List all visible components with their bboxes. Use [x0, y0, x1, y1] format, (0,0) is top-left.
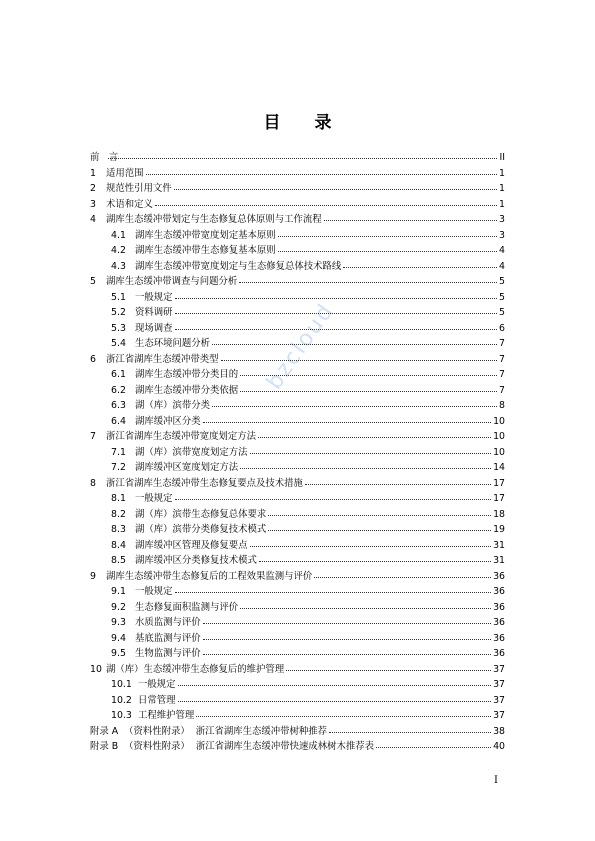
toc-leader-dots	[343, 259, 497, 269]
toc-entry-number: 4.3	[111, 260, 126, 272]
toc-entry-label: 生态修复面积监测与评价	[135, 601, 239, 613]
toc-leader-dots	[203, 414, 491, 424]
toc-entry[interactable]	[90, 290, 505, 306]
toc-entry-label: 生态环境问题分析	[135, 338, 211, 349]
toc-entry-label: 术语和定义	[106, 198, 153, 210]
toc-entry-number: 10.2	[111, 694, 132, 706]
toc-entry-label: 基底监测与评价	[135, 632, 201, 644]
toc-entry[interactable]	[90, 383, 505, 399]
toc-entry-label: 规范性引用文件	[106, 183, 172, 194]
toc-entry-page: 10	[493, 431, 505, 442]
toc-entry-page: 3	[499, 214, 505, 225]
toc-entry-number: 10.3	[111, 710, 132, 721]
toc-entry-page: 5	[499, 307, 505, 318]
toc-entry-page: 18	[493, 508, 505, 520]
toc-leader-dots	[221, 352, 498, 362]
toc-entry[interactable]	[90, 708, 505, 724]
toc-entry-number: 5.3	[111, 322, 126, 334]
toc-entry-label: 湖库生态缓冲带生态修复基本原则	[135, 245, 276, 256]
toc-leader-dots	[108, 150, 497, 160]
toc-entry[interactable]	[90, 739, 505, 755]
page-title: 目 录	[263, 113, 346, 133]
toc-entry-label: 湖库缓冲区管理及修复要点	[135, 539, 248, 551]
toc-entry[interactable]	[90, 677, 505, 693]
toc-entry-number: 4.1	[111, 229, 126, 241]
toc-entry[interactable]	[90, 150, 505, 166]
toc-entry[interactable]	[90, 336, 505, 352]
toc-entry-label: 浙江省湖库生态缓冲带类型	[106, 353, 219, 365]
toc-entry[interactable]	[90, 429, 505, 445]
toc-entry[interactable]	[90, 305, 505, 321]
toc-entry-page: 38	[493, 725, 505, 737]
toc-leader-dots	[196, 708, 491, 718]
toc-entry-label: 湖库生态缓冲带生态修复后的工程效果监测与评价	[106, 570, 313, 582]
toc-entry-label: 一般规定	[138, 679, 176, 690]
toc-leader-dots	[250, 445, 492, 455]
toc-entry-page: 1	[499, 198, 505, 210]
toc-leader-dots	[178, 693, 492, 703]
toc-entry-number: 8.4	[111, 539, 126, 551]
toc-leader-dots	[175, 305, 498, 315]
toc-entry-page: 1	[499, 167, 505, 179]
toc-entry-page: 8	[499, 400, 505, 411]
toc-entry[interactable]	[90, 491, 505, 507]
toc-leader-dots	[175, 584, 492, 594]
toc-entry-number: 7	[90, 431, 96, 442]
toc-entry-label: 湖库生态缓冲带宽度划定与生态修复总体技术路线	[135, 260, 342, 272]
table-of-contents	[90, 150, 505, 755]
toc-entry-number: 5	[90, 276, 96, 287]
toc-entry[interactable]	[90, 197, 505, 213]
toc-leader-dots	[286, 662, 491, 672]
toc-entry-number: 5.1	[111, 291, 126, 303]
toc-entry[interactable]	[90, 352, 505, 368]
toc-entry-number: 8.5	[111, 555, 126, 566]
toc-leader-dots	[175, 290, 498, 300]
toc-entry-number: 9.4	[111, 632, 126, 644]
toc-entry-number: 8.3	[111, 524, 126, 535]
toc-entry-label: 湖（库）滨带分类修复技术模式	[135, 524, 267, 535]
toc-entry-number: 6.2	[111, 384, 126, 396]
toc-entry-page: 31	[493, 555, 505, 566]
toc-entry-page: 37	[493, 679, 505, 690]
toc-entry-page: 6	[499, 322, 505, 334]
toc-entry[interactable]	[90, 538, 505, 554]
toc-entry-page: 17	[493, 493, 505, 504]
toc-entry[interactable]	[90, 507, 505, 523]
toc-leader-dots	[203, 646, 491, 656]
toc-entry-appendix-tag: （资料性附录）	[124, 741, 190, 752]
toc-entry-number: 5.2	[111, 307, 126, 318]
toc-entry-label: 湖库缓冲区分类修复技术模式	[135, 555, 257, 566]
toc-leader-dots	[174, 181, 497, 191]
toc-leader-dots	[240, 460, 491, 470]
toc-entry-page: 36	[493, 648, 505, 659]
toc-entry[interactable]	[90, 646, 505, 662]
toc-leader-dots	[175, 321, 498, 331]
toc-leader-dots	[178, 677, 492, 687]
toc-leader-dots	[240, 383, 497, 393]
toc-entry-number: 10.1	[111, 679, 132, 690]
toc-entry-page: 37	[493, 694, 505, 706]
toc-entry-number: 前 言	[90, 152, 119, 163]
toc-entry-number: 5.4	[111, 338, 126, 349]
toc-entry-page: 14	[493, 462, 505, 473]
toc-leader-dots	[268, 507, 491, 517]
toc-entry-page: 1	[499, 183, 505, 194]
toc-entry[interactable]	[90, 724, 505, 740]
toc-entry[interactable]	[90, 274, 505, 290]
toc-entry-label: 一般规定	[135, 291, 173, 303]
toc-entry[interactable]	[90, 584, 505, 600]
toc-leader-dots	[259, 553, 491, 563]
toc-entry-page: 37	[493, 663, 505, 675]
toc-entry-page: 36	[493, 586, 505, 597]
watermark: bzcloud	[262, 298, 340, 395]
toc-entry[interactable]	[90, 662, 505, 678]
toc-entry-label: 浙江省湖库生态缓冲带快速成林树木推荐表	[195, 741, 374, 752]
toc-leader-dots	[240, 367, 497, 377]
toc-entry-label: 湖库生态缓冲带调查与问题分析	[106, 276, 238, 287]
toc-entry-label: 湖库生态缓冲带分类目的	[135, 369, 239, 380]
toc-entry-label: 生物监测与评价	[135, 648, 201, 659]
toc-leader-dots	[250, 538, 492, 548]
toc-entry-label: 资料调研	[135, 307, 173, 318]
toc-entry-number: 6.1	[111, 369, 126, 380]
toc-entry-page: 17	[493, 477, 505, 489]
toc-entry-label: 工程维护管理	[138, 710, 195, 721]
toc-entry[interactable]	[90, 615, 505, 631]
toc-entry-number: 8.1	[111, 493, 126, 504]
toc-entry-page: 5	[499, 291, 505, 303]
toc-entry-number: 8	[90, 477, 96, 489]
toc-entry-label: 浙江省湖库生态缓冲带树种推荐	[195, 725, 328, 737]
toc-entry[interactable]	[90, 445, 505, 461]
toc-entry[interactable]	[90, 460, 505, 476]
toc-leader-dots	[314, 569, 491, 579]
toc-entry-label: 湖（库）生态缓冲带生态修复后的维护管理	[106, 663, 285, 675]
toc-entry-number: 4	[90, 214, 96, 225]
toc-entry-page: 37	[493, 710, 505, 721]
toc-entry-page: 4	[499, 245, 505, 256]
toc-leader-dots	[305, 476, 491, 486]
toc-entry-number: 9.2	[111, 601, 126, 613]
toc-leader-dots	[212, 398, 497, 408]
toc-entry[interactable]	[90, 476, 505, 492]
toc-entry-label: 湖库生态缓冲带分类依据	[135, 384, 239, 396]
toc-entry-page: 36	[493, 632, 505, 644]
toc-entry[interactable]	[90, 321, 505, 337]
toc-leader-dots	[146, 166, 498, 176]
toc-entry[interactable]	[90, 414, 505, 430]
toc-entry[interactable]	[90, 569, 505, 585]
toc-entry[interactable]	[90, 553, 505, 569]
toc-entry-page: 5	[499, 276, 505, 287]
toc-entry-number: 6	[90, 353, 96, 365]
toc-entry-number: 1	[90, 167, 96, 179]
toc-leader-dots	[212, 336, 497, 346]
toc-entry-label: 湖库生态缓冲带宽度划定基本原则	[135, 229, 276, 241]
toc-entry[interactable]	[90, 522, 505, 538]
toc-entry-page: 10	[493, 415, 505, 427]
toc-entry[interactable]	[90, 600, 505, 616]
toc-entry-number: 9.1	[111, 586, 126, 597]
toc-entry[interactable]	[90, 631, 505, 647]
toc-entry-page: 36	[493, 601, 505, 613]
toc-leader-dots	[240, 600, 491, 610]
toc-entry-page: 7	[499, 353, 505, 365]
toc-entry-label: 浙江省湖库生态缓冲带生态修复要点及技术措施	[106, 477, 303, 489]
toc-entry-page: II	[499, 152, 505, 163]
toc-entry-number: 附录 A	[90, 725, 119, 737]
toc-entry-number: 6.3	[111, 400, 126, 411]
toc-entry-label: 水质监测与评价	[135, 617, 201, 628]
toc-leader-dots	[175, 491, 492, 501]
toc-entry-label: 湖（库）滨带分类	[135, 400, 211, 411]
toc-entry-label: 现场调查	[135, 322, 173, 334]
toc-entry-number: 7.2	[111, 462, 126, 473]
toc-leader-dots	[268, 522, 491, 532]
toc-entry-label: 湖（库）滨带生态修复总体要求	[135, 508, 267, 520]
toc-entry-number: 9.3	[111, 617, 126, 628]
toc-entry-page: 7	[499, 369, 505, 380]
toc-entry[interactable]	[90, 166, 505, 182]
toc-entry-label: 湖库生态缓冲带划定与生态修复总体原则与工作流程	[106, 214, 322, 225]
toc-entry-page: 31	[493, 539, 505, 551]
toc-leader-dots	[329, 724, 491, 734]
toc-entry[interactable]	[90, 181, 505, 197]
toc-entry-number: 9	[90, 570, 96, 582]
toc-entry-page: 3	[499, 229, 505, 241]
toc-entry-page: 40	[493, 741, 505, 752]
toc-entry-page: 10	[493, 446, 505, 458]
toc-entry-page: 36	[493, 617, 505, 628]
toc-entry-number: 附录 B	[90, 741, 119, 752]
toc-entry[interactable]	[90, 243, 505, 259]
toc-entry-label: 湖库缓冲区宽度划定方法	[135, 462, 239, 473]
toc-entry-label: 适用范围	[106, 167, 144, 179]
toc-leader-dots	[203, 631, 491, 641]
toc-entry-number: 8.2	[111, 508, 126, 520]
toc-leader-dots	[203, 615, 491, 625]
toc-entry-label: 一般规定	[135, 493, 173, 504]
toc-entry-page: 7	[499, 384, 505, 396]
toc-entry-page: 4	[499, 260, 505, 272]
toc-entry[interactable]	[90, 228, 505, 244]
toc-entry-number: 6.4	[111, 415, 126, 427]
page-number: I	[494, 775, 498, 786]
toc-entry-number: 3	[90, 198, 96, 210]
toc-leader-dots	[376, 739, 491, 749]
toc-leader-dots	[155, 197, 497, 207]
toc-entry-number: 4.2	[111, 245, 126, 256]
toc-entry[interactable]	[90, 398, 505, 414]
toc-entry[interactable]	[90, 212, 505, 228]
toc-entry-label: 浙江省湖库生态缓冲带宽度划定方法	[106, 431, 257, 442]
toc-entry-label: 日常管理	[138, 694, 176, 706]
toc-entry-label: 一般规定	[135, 586, 173, 597]
toc-entry-page: 19	[493, 524, 505, 535]
toc-leader-dots	[278, 228, 497, 238]
toc-leader-dots	[278, 243, 497, 253]
toc-entry[interactable]	[90, 693, 505, 709]
toc-leader-dots	[258, 429, 491, 439]
toc-leader-dots	[239, 274, 497, 284]
toc-entry-label: 湖库缓冲区分类	[135, 415, 201, 427]
toc-entry-page: 36	[493, 570, 505, 582]
toc-entry-number: 7.1	[111, 446, 126, 458]
toc-entry-page: 7	[499, 338, 505, 349]
toc-entry[interactable]	[90, 259, 505, 275]
toc-entry-appendix-tag: （资料性附录）	[124, 725, 190, 737]
toc-entry-number: 2	[90, 183, 96, 194]
toc-leader-dots	[324, 212, 497, 222]
toc-entry[interactable]	[90, 367, 505, 383]
toc-entry-number: 9.5	[111, 648, 126, 659]
toc-entry-label: 湖（库）滨带宽度划定方法	[135, 446, 248, 458]
toc-entry-number: 10	[90, 663, 102, 675]
